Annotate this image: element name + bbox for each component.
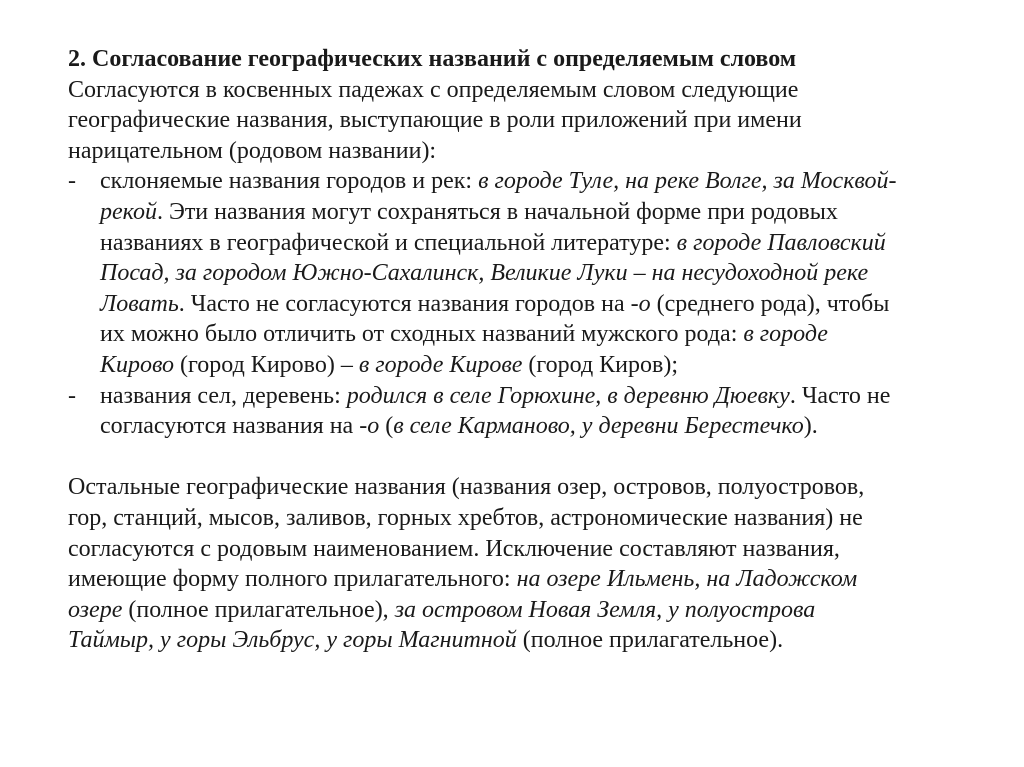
bullet-villages bbox=[68, 381, 958, 442]
intro-line: Согласуются в косвенных падежах с определяемым словом следующие bbox=[68, 76, 799, 103]
intro-paragraph bbox=[68, 75, 958, 167]
text-span: согласуются названия на bbox=[100, 413, 360, 440]
text-span: . Часто не согласуются названия городов на bbox=[178, 290, 631, 317]
example-span: в городе Туле, на реке Волге, за Москвой- bbox=[478, 168, 897, 195]
bullet-line bbox=[100, 228, 958, 259]
example-span: в селе Карманово, у деревни Берестечко bbox=[393, 413, 804, 440]
bullet-line bbox=[100, 350, 958, 381]
paragraph-line: гор, станций, мысов, заливов, горных хребтов, астрономические названия) не bbox=[68, 504, 863, 531]
text-span: . Часто не bbox=[789, 382, 891, 409]
other-names-paragraph bbox=[68, 472, 958, 656]
paragraph-gap bbox=[68, 442, 958, 473]
text-span: (город Кирово) – bbox=[174, 351, 359, 378]
example-span: на озере Ильмень, на Ладожском bbox=[516, 566, 858, 593]
text-span: (среднего рода), чтобы bbox=[650, 290, 890, 317]
intro-line: географические названия, выступающие в роли приложений при имени bbox=[68, 107, 802, 134]
text-span: имеющие форму полного прилагательного: bbox=[68, 566, 517, 593]
bullet-line bbox=[100, 319, 958, 350]
text-span: (город Киров); bbox=[522, 351, 678, 378]
bullet-line bbox=[100, 411, 958, 442]
text-span: (полное прилагательное), bbox=[122, 596, 395, 623]
example-span: в городе Павловский bbox=[676, 229, 886, 256]
example-span: Таймыр, у горы Эльбрус, у горы Магнитной bbox=[68, 627, 517, 654]
bullet-line bbox=[100, 197, 958, 228]
bullet-cities-rivers bbox=[68, 166, 958, 380]
intro-line: нарицательном (родовом названии): bbox=[68, 137, 437, 164]
bullet-line bbox=[100, 258, 958, 289]
example-span: в городе bbox=[743, 321, 828, 348]
bullet-line bbox=[100, 289, 958, 320]
paragraph-line bbox=[68, 595, 958, 626]
text-span: (полное прилагательное). bbox=[516, 627, 784, 654]
slide-content bbox=[68, 44, 958, 656]
example-span: озере bbox=[68, 596, 123, 623]
bullet-dash: - bbox=[68, 382, 76, 409]
example-span: родился в селе Горюхине, в деревню Дюевку bbox=[346, 382, 790, 409]
example-span: -о bbox=[630, 290, 651, 317]
bullet-line bbox=[100, 381, 958, 412]
example-span: за островом Новая Земля, у полуострова bbox=[394, 596, 816, 623]
text-span: их можно было отличить от сходных названий мужского рода: bbox=[100, 321, 744, 348]
slide-title: 2. Согласование географических названий с определяемым словом bbox=[68, 46, 797, 72]
text-span: ( bbox=[379, 413, 394, 440]
example-span: рекой bbox=[100, 198, 157, 225]
example-span: в городе Кирове bbox=[358, 351, 523, 378]
paragraph-line: согласуются с родовым наименованием. Исключение составляют названия, bbox=[68, 535, 840, 562]
text-span: названия сел, деревень: bbox=[100, 382, 347, 409]
example-span: Кирово bbox=[100, 351, 175, 378]
bullet-dash: - bbox=[68, 168, 76, 195]
paragraph-line bbox=[68, 564, 958, 595]
paragraph-line bbox=[68, 625, 958, 656]
bullet-line bbox=[100, 166, 958, 197]
paragraph-line: Остальные географические названия (названия озер, островов, полуостровов, bbox=[68, 474, 865, 501]
example-span: -о bbox=[359, 413, 380, 440]
example-span: Посад, за городом Южно-Сахалинск, Великие Луки – на несудоходной реке bbox=[100, 260, 869, 287]
text-span: ). bbox=[803, 413, 818, 440]
text-span: склоняемые названия городов и рек: bbox=[100, 168, 479, 195]
text-span: . Эти названия могут сохраняться в начальной форме при родовых bbox=[156, 198, 838, 225]
text-span: названиях в географической и специальной литературе: bbox=[100, 229, 677, 256]
example-span: Ловать bbox=[100, 290, 179, 317]
